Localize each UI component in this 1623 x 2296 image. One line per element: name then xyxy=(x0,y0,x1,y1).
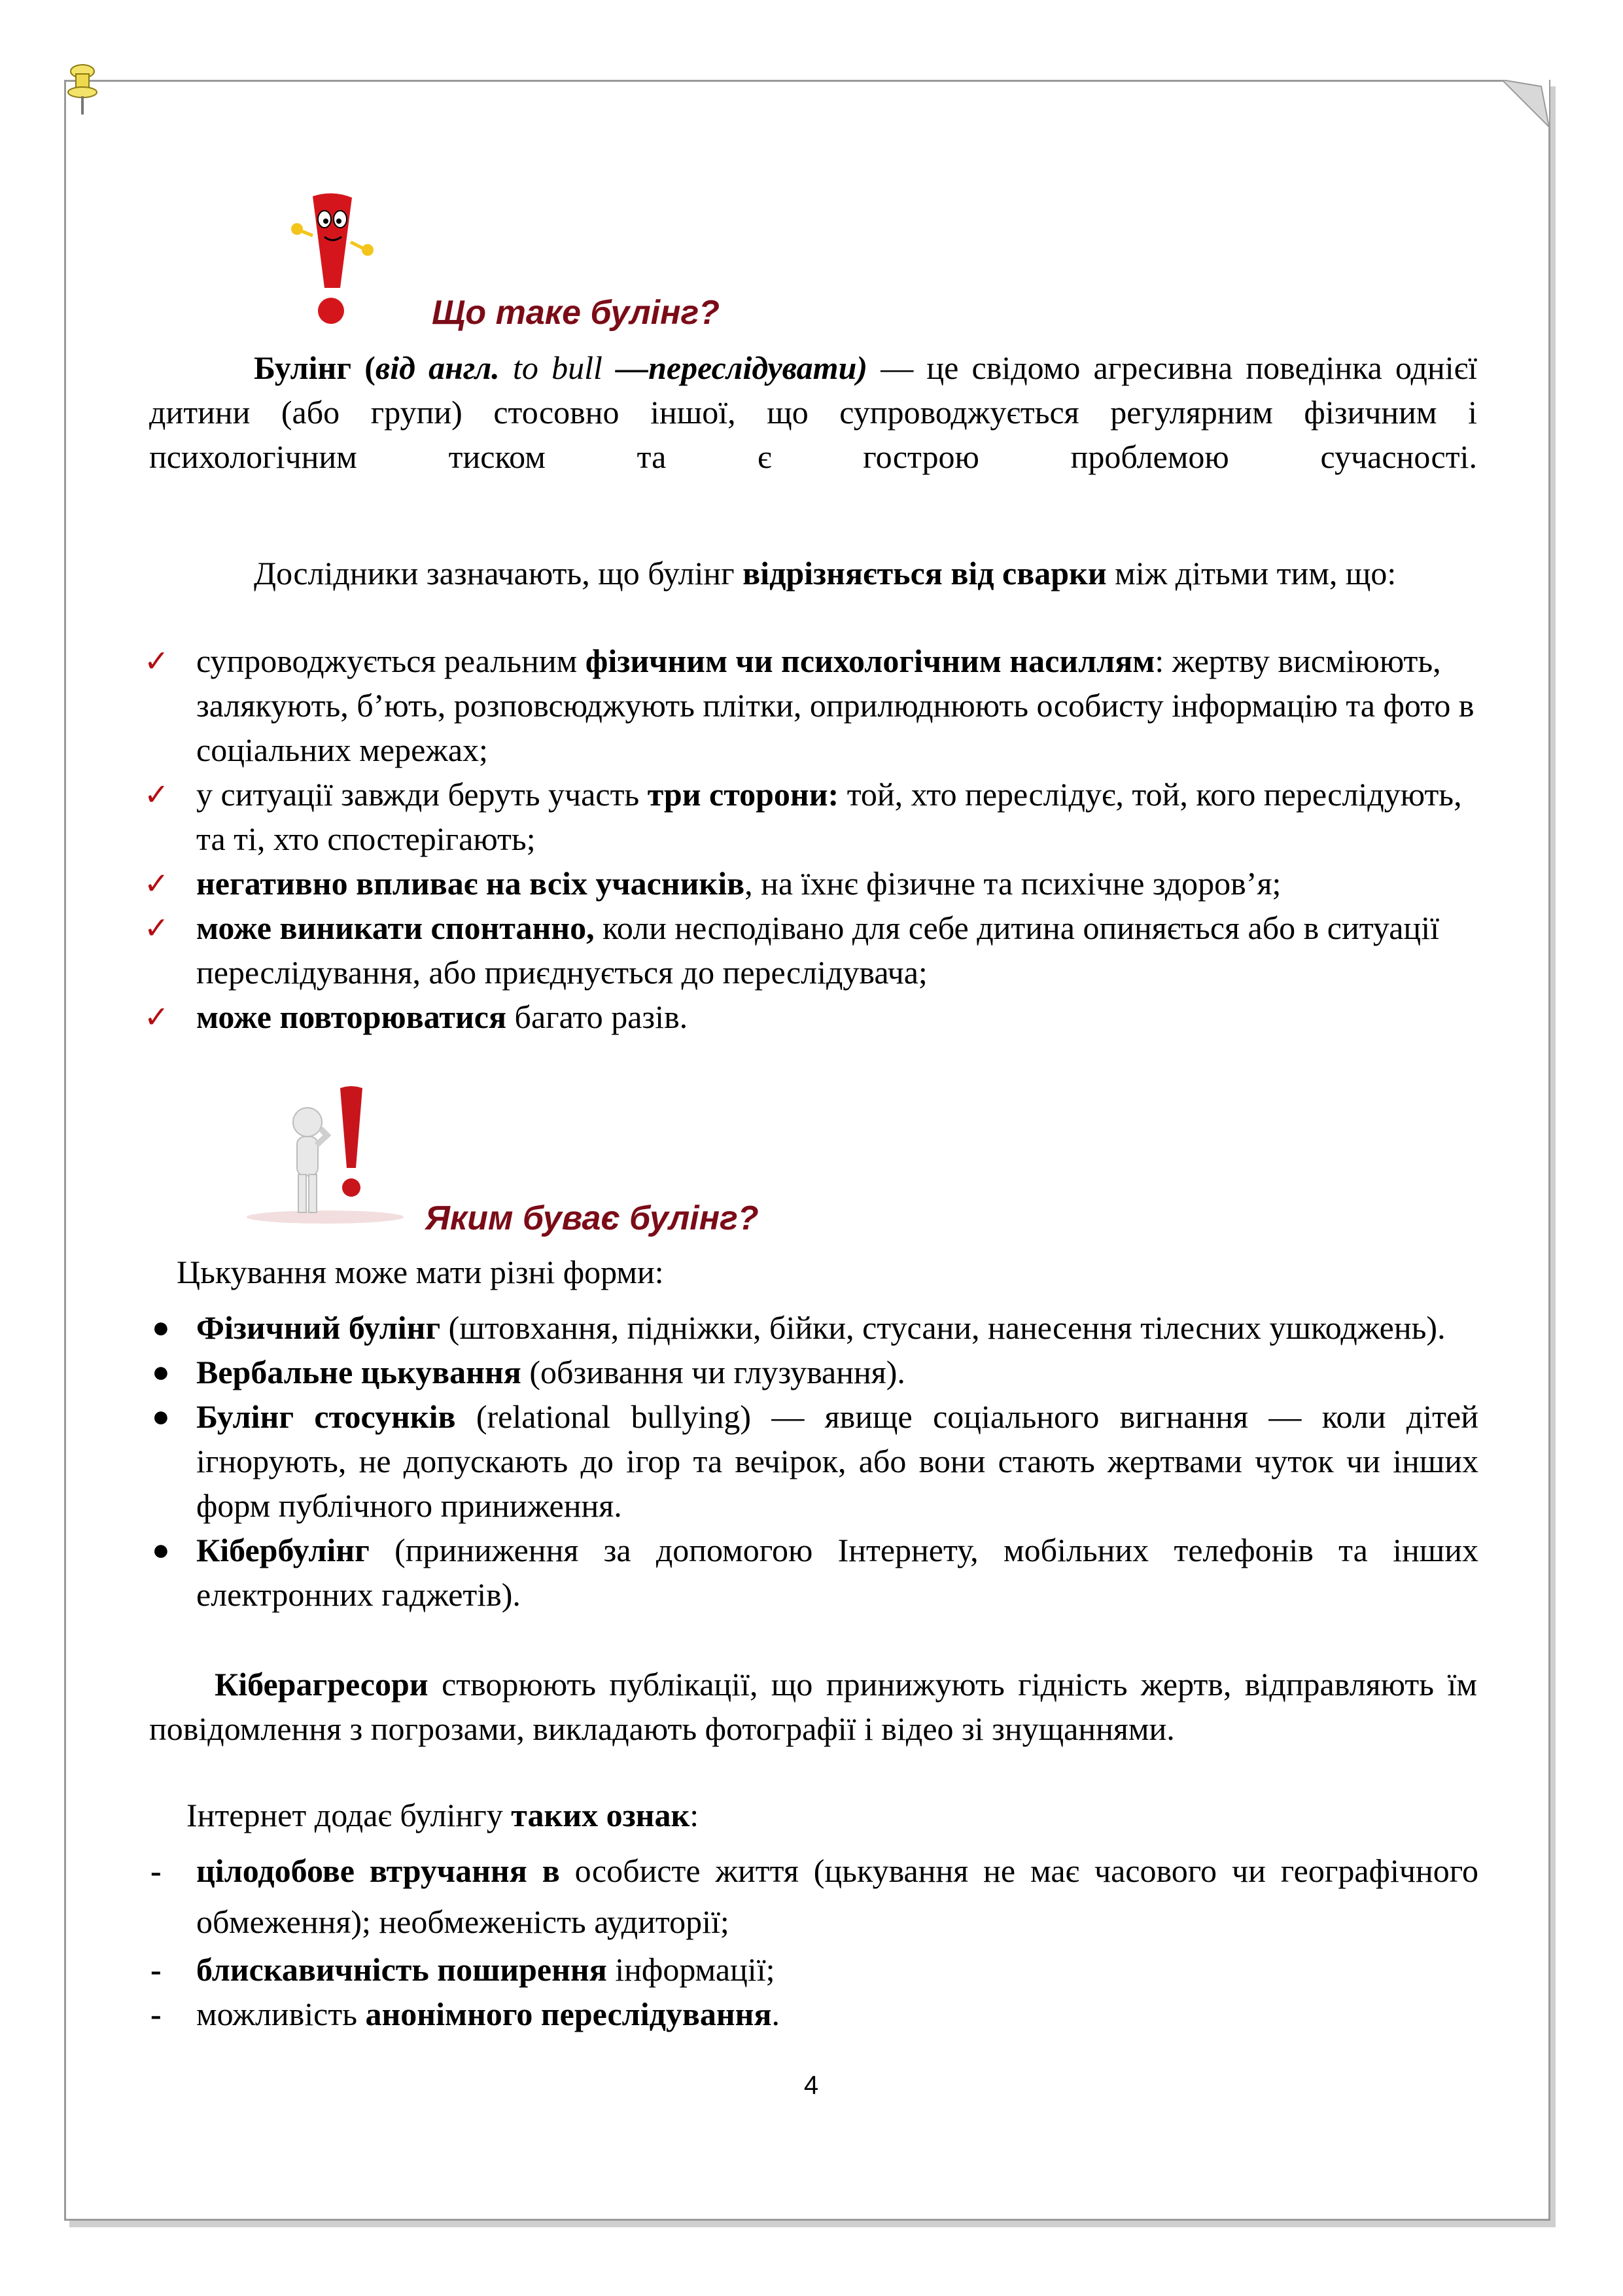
list-item: ● Вербальне цькування (обзивання чи глузування). xyxy=(196,1350,1478,1394)
thinking-figure-icon xyxy=(243,1083,407,1227)
page-curl-icon xyxy=(1502,80,1549,127)
heading-what-is-bullying: Що таке булінг? xyxy=(432,294,720,332)
checkmark-icon: ✓ xyxy=(144,777,169,812)
list-item: ✓ супроводжується реальним фізичним чи психологічним насиллям: жертву висміюють, залякують, б’ють, розповсюджують плітки, оприлюднюють особисту інформацію та фото в соціальних мережах; xyxy=(196,639,1478,772)
forms-list xyxy=(152,1305,1478,1617)
internet-features-list xyxy=(150,1845,1478,2036)
checkmark-icon: ✓ xyxy=(144,910,169,945)
list-item: ✓ може повторюватися багато разів. xyxy=(196,995,1478,1039)
list-item: - можливість анонімного переслідування. xyxy=(196,1992,1478,2036)
list-item: ● Фізичний булінг (штовхання, підніжки, бійки, стусани, нанесення тілесних ушкоджень). xyxy=(196,1305,1478,1350)
checkmark-icon: ✓ xyxy=(144,643,169,679)
list-item: ✓ у ситуації завжди беруть участь три сторони: той, хто переслідує, той, кого переслідують, та ті, хто спостерігають; xyxy=(196,772,1478,861)
list-item: ● Кібербулінг (приниження за допомогою Інтернету, мобільних телефонів та інших електронних гаджетів). xyxy=(196,1528,1478,1617)
page-number: 4 xyxy=(803,2071,819,2100)
bullet-icon: ● xyxy=(152,1533,170,1566)
pushpin-icon xyxy=(65,62,99,116)
intro-paragraph: Дослідники зазначають, що булінг відрізняється від сварки між дітьми тим, що: xyxy=(254,555,1397,592)
list-item: ✓ негативно впливає на всіх учасників, на їхнє фізичне та психічне здоров’я; xyxy=(196,861,1478,906)
checklist xyxy=(144,639,1478,1039)
list-item: - блискавичність поширення інформації; xyxy=(196,1947,1478,1992)
definition-paragraph: Булінг (від англ. to bull —переслідувати) — це свідомо агресивна поведінка однієї дитини (або групи) стосовно іншої, що супроводжується регулярним фізичним і психологічним тиском та є гострою проблемою сучасності. xyxy=(149,349,1477,475)
list-item: ● Булінг стосунків (relational bullying) — явище соціального вигнання — коли дітей ігнорують, не допускають до ігор та вечірок, або вони стають жертвами чуток чи інших форм публічного приниження. xyxy=(196,1394,1478,1528)
bullet-icon: ● xyxy=(152,1400,170,1433)
bullet-icon: ● xyxy=(152,1311,170,1344)
checkmark-icon: ✓ xyxy=(144,866,169,901)
checkmark-icon: ✓ xyxy=(144,999,169,1034)
dash-icon: - xyxy=(150,1996,162,2032)
bullet-icon: ● xyxy=(152,1355,170,1388)
dash-icon: - xyxy=(150,1951,162,1988)
definition-term: Булінг xyxy=(254,349,352,386)
exclamation-mascot-icon xyxy=(287,190,378,330)
list-item: - цілодобове втручання в особисте життя (цькування не має часового чи географічного обмеження); необмеженість аудиторії; xyxy=(196,1845,1478,1947)
cyberaggressors-paragraph: Кіберагресори створюють публікації, що принижують гідність жертв, відправляють їм повідомлення з погрозами, викладають фотографії і відео зі знущаннями. xyxy=(149,1666,1477,1747)
dash-icon: - xyxy=(150,1852,162,1889)
internet-intro: Інтернет додає булінгу таких ознак: xyxy=(186,1797,699,1833)
heading-types-of-bullying: Яким буває булінг? xyxy=(425,1199,759,1237)
list-item: ✓ може виникати спонтанно, коли несподівано для себе дитина опиняється або в ситуації переслідування, або приєднується до переслідувача; xyxy=(196,906,1478,995)
forms-intro: Цькування може мати різні форми: xyxy=(177,1254,664,1290)
